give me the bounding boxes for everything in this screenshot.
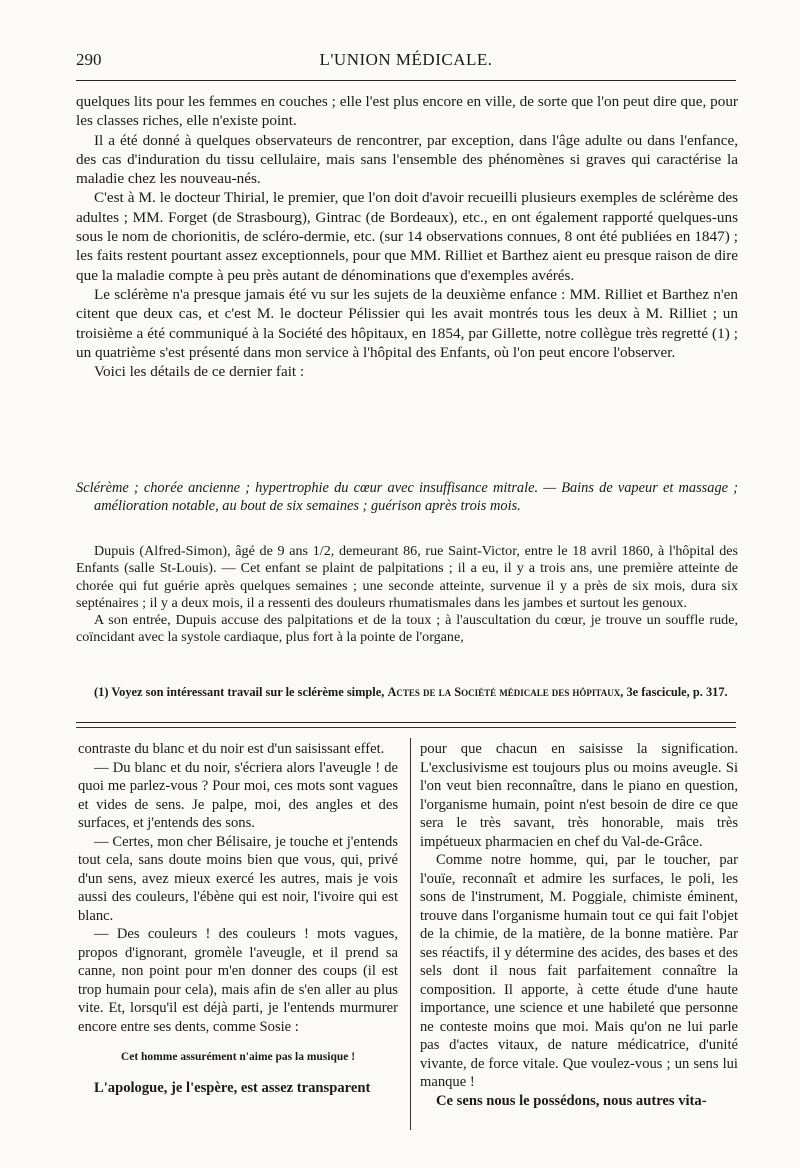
paragraph: L'apologue, je l'espère, est assez transparent xyxy=(94,1079,371,1096)
paragraph: Comme notre homme, qui, par le toucher, par l'ouïe, reconnaît et admire les surfaces, le poli, les sons de l'instrument, M. Poggiale, chimiste éminent, trouve dans l'organisme humain tout ce qui fait l'objet de la chimie, de la matière, de la bonne matière. Par ses réactifs, il y détermine des acides, des bases et des sels dont il nous fait parfaitement connaître la composition. Il apporte, à cette étude d'une haute importance, une science et une habileté que personne ne conteste moins que moi. Mais qu'on ne lui parle pas d'actes vitaux, de nature médicatrice, d'unité vivante, de force vitale. Que voulez-vous ; un sens lui manque ! xyxy=(420,852,738,1090)
paragraph: pour que chacun en saisisse la signification. L'exclusivisme est toujours plus ou moins aveugle. Si l'on veut bien reconnaître, dans le piano en question, l'organisme humain, point n'est besoin de dire ce que sera le très savant, très honorable, mais très impétueux pharmacien en chef du Val-de-Grâce. xyxy=(420,741,738,850)
paragraph: A son entrée, Dupuis accuse des palpitations et de la toux ; à l'auscultation du cœur, je trouve un souffle rude, coïncidant avec la systole cardiaque, plus fort à la pointe de l'organe, xyxy=(76,612,738,646)
paragraph: contraste du blanc et du noir est d'un saisissant effet. xyxy=(78,741,385,757)
paragraph: — Des couleurs ! des couleurs ! mots vagues, propos d'ignorant, gromèle l'aveugle, et il prend sa canne, non point pour m'en donner des coups (il est trop humain pour cela), mais afin de s'en aller au plus vite. Et, lorsqu'il est déjà parti, je l'entends murmurer encore entre ses dents, comme Sosie : xyxy=(78,926,398,1035)
page-number: 290 xyxy=(76,50,102,69)
paragraph: Le sclérème n'a presque jamais été vu sur les sujets de la deuxième enfance : MM. Rilliet et Barthez n'en citent que deux cas, et c'est M. le docteur Pélissier qui les avait montrés tous les deux à M. Rilliet ; un troisième a été communiqué à la Société des hôpitaux, en 1854, par Gillette, notre collègue très regretté (1) ; un quatrième s'est présenté dans mon service à l'hôpital des Enfants, où l'on peut encore l'observer. xyxy=(76,285,738,361)
case-title: Sclérème ; chorée ancienne ; hypertrophie du cœur avec insuffisance mitrale. — Bains de vapeur et massage ; amélioration notable, au bout de six semaines ; guérison après trois mois. xyxy=(76,480,738,515)
paragraph: quelques lits pour les femmes en couches ; elle l'est plus encore en ville, de sorte que l'on peut dire que, pour les classes riches, elle n'existe point. xyxy=(76,93,738,130)
column-divider xyxy=(410,738,411,1130)
paragraph: Il a été donné à quelques observateurs de rencontrer, par exception, dans l'âge adulte ou dans l'enfance, des cas d'induration du tissu cellulaire, mais sans l'ensemble des phénomènes si graves qui caractérise la maladie chez les nouveau-nés. xyxy=(76,131,738,188)
paragraph: Voici les détails de ce dernier fait : xyxy=(94,363,305,381)
footnote-text: (1) Voyez son intéressant travail sur le sclérème simple, xyxy=(94,685,385,699)
feuilleton-left-column xyxy=(78,740,398,1097)
case-observation xyxy=(76,543,738,647)
footnote-source: Actes de la Société médicale des hôpitaux, xyxy=(387,685,624,699)
verse-quote: Cet homme assurément n'aime pas la musique ! xyxy=(120,1051,356,1063)
paragraph: Dupuis (Alfred-Simon), âgé de 9 ans 1/2, demeurant 86, rue Saint-Victor, entre le 18 avril 1860, à l'hôpital des Enfants (salle St-Louis). — Cet enfant se plaint de palpitations ; il a eu, il y a trois ans, une première atteinte de chorée qui fut guérie après quelques semaines ; une seconde atteinte, survenue il y a près de six mois, dura six septénaires ; il y a deux mois, il a ressenti des douleurs rhumatismales dans les jambes et surtout les genoux. xyxy=(76,543,738,611)
header-rule xyxy=(76,80,736,81)
paragraph: — Du blanc et du noir, s'écriera alors l'aveugle ! de quoi me parlez-vous ? Pour moi, ces mots sont vagues et vides de sens. Je palpe, moi, des angles et des surfaces, et j'entends des sons. xyxy=(78,759,398,831)
paragraph: C'est à M. le docteur Thirial, le premier, que l'on doit d'avoir recueilli plusieurs exemples de sclérème des adultes ; MM. Forget (de Strasbourg), Gintrac (de Bordeaux), etc., en ont également rapporté quelques-uns sous le nom de chorionitis, de scléro-dermie, etc. (sur 14 observations connues, 8 ont été publiées en 1847) ; les faits restent pourtant assez exceptionnels, pour que MM. Rilliet et Barthez aient eu presque raison de dire que la maladie compte à peu près autant de dénominations que d'exemples avérés. xyxy=(76,189,738,284)
footnote xyxy=(76,684,738,701)
paragraph: Ce sens nous le possédons, nous autres vita- xyxy=(436,1092,707,1109)
paragraph: — Certes, mon cher Bélisaire, je touche et j'entends tout cela, sans doute moins bien que vous, qui, privé d'un sens, avez mieux exercé les autres, mais je vois aussi des couleurs, l'ébène qui est noir, l'ivoire qui est blanc. xyxy=(78,833,398,924)
footnote-issue: 3e fascicule, p. 317. xyxy=(626,685,728,699)
feuilleton-rule-top xyxy=(76,722,736,723)
journal-title: L'UNION MÉDICALE. xyxy=(319,50,493,69)
feuilleton-rule-bottom xyxy=(76,727,736,728)
feuilleton-right-column xyxy=(420,740,738,1110)
page-header xyxy=(76,50,736,74)
main-article xyxy=(76,92,738,381)
